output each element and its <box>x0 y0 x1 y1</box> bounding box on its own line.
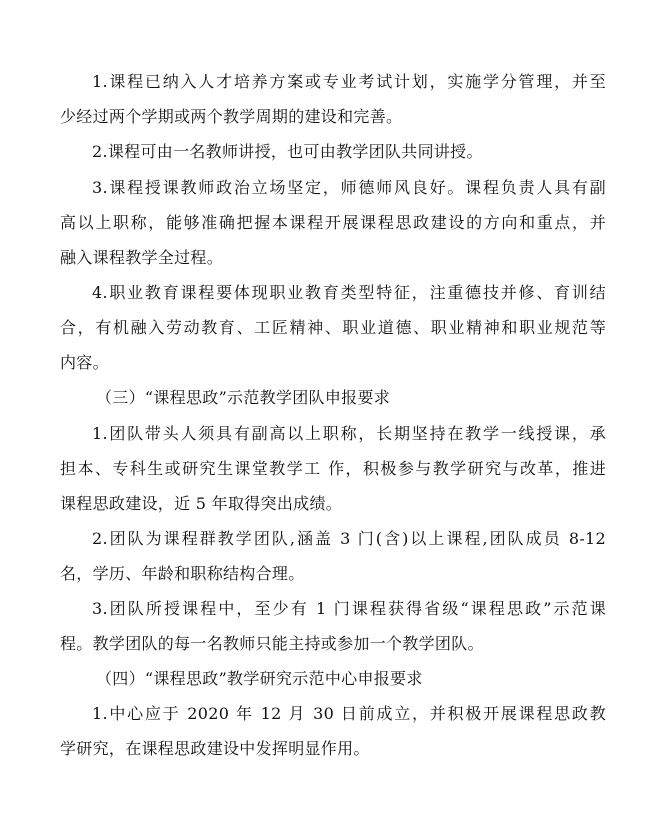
paragraph-line: 4.职业教育课程要体现职业教育类型特征，注重德技并修、育训结 <box>92 283 606 302</box>
paragraph-line: 1.中心应于 2020 年 12 月 30 日前成立，并积极开展课程思政教 <box>92 704 606 723</box>
paragraph-line: 合，有机融入劳动教育、工匠精神、职业道德、职业精神和职业规范等 <box>60 318 606 337</box>
paragraph-line: 高以上职称，能够准确把握本课程开展课程思政建设的方向和重点，并 <box>60 213 606 232</box>
paragraph-line: 程。教学团队的每一名教师只能主持或参加一个教学团队。 <box>60 634 484 653</box>
paragraph-line: 2.课程可由一名教师讲授，也可由教学团队共同讲授。 <box>92 142 483 161</box>
paragraph-line: 2.团队为课程群教学团队,涵盖 3 门(含)以上课程,团队成员 8-12 <box>92 529 606 548</box>
section-heading: （四）“课程思政”教学研究示范中心申报要求 <box>96 669 423 688</box>
paragraph-line: 3.课程授课教师政治立场坚定，师德师风良好。课程负责人具有副 <box>92 178 606 197</box>
paragraph-line: 学研究，在课程思政建设中发挥明显作用。 <box>60 739 370 758</box>
paragraph-line: 名，学历、年龄和职称结构合理。 <box>60 564 305 583</box>
paragraph-line: 3.团队所授课程中，至少有 1 门课程获得省级“课程思政”示范课 <box>92 599 606 618</box>
paragraph-line: 担本、专科生或研究生课堂教学工 作，积极参与教学研究与改革，推进 <box>60 459 606 478</box>
paragraph-line: 内容。 <box>60 353 109 372</box>
paragraph-line: 1.课程已纳入人才培养方案或专业考试计划，实施学分管理，并至 <box>92 72 606 91</box>
paragraph-line: 1.团队带头人须具有副高以上职称，长期坚持在教学一线授课，承 <box>92 424 606 443</box>
paragraph-line: 课程思政建设，近 5 年取得突出成绩。 <box>60 494 343 513</box>
section-heading: （三）“课程思政”示范教学团队申报要求 <box>96 388 391 407</box>
paragraph-line: 少经过两个学期或两个教学周期的建设和完善。 <box>60 107 403 126</box>
paragraph-line: 融入课程教学全过程。 <box>60 248 224 267</box>
